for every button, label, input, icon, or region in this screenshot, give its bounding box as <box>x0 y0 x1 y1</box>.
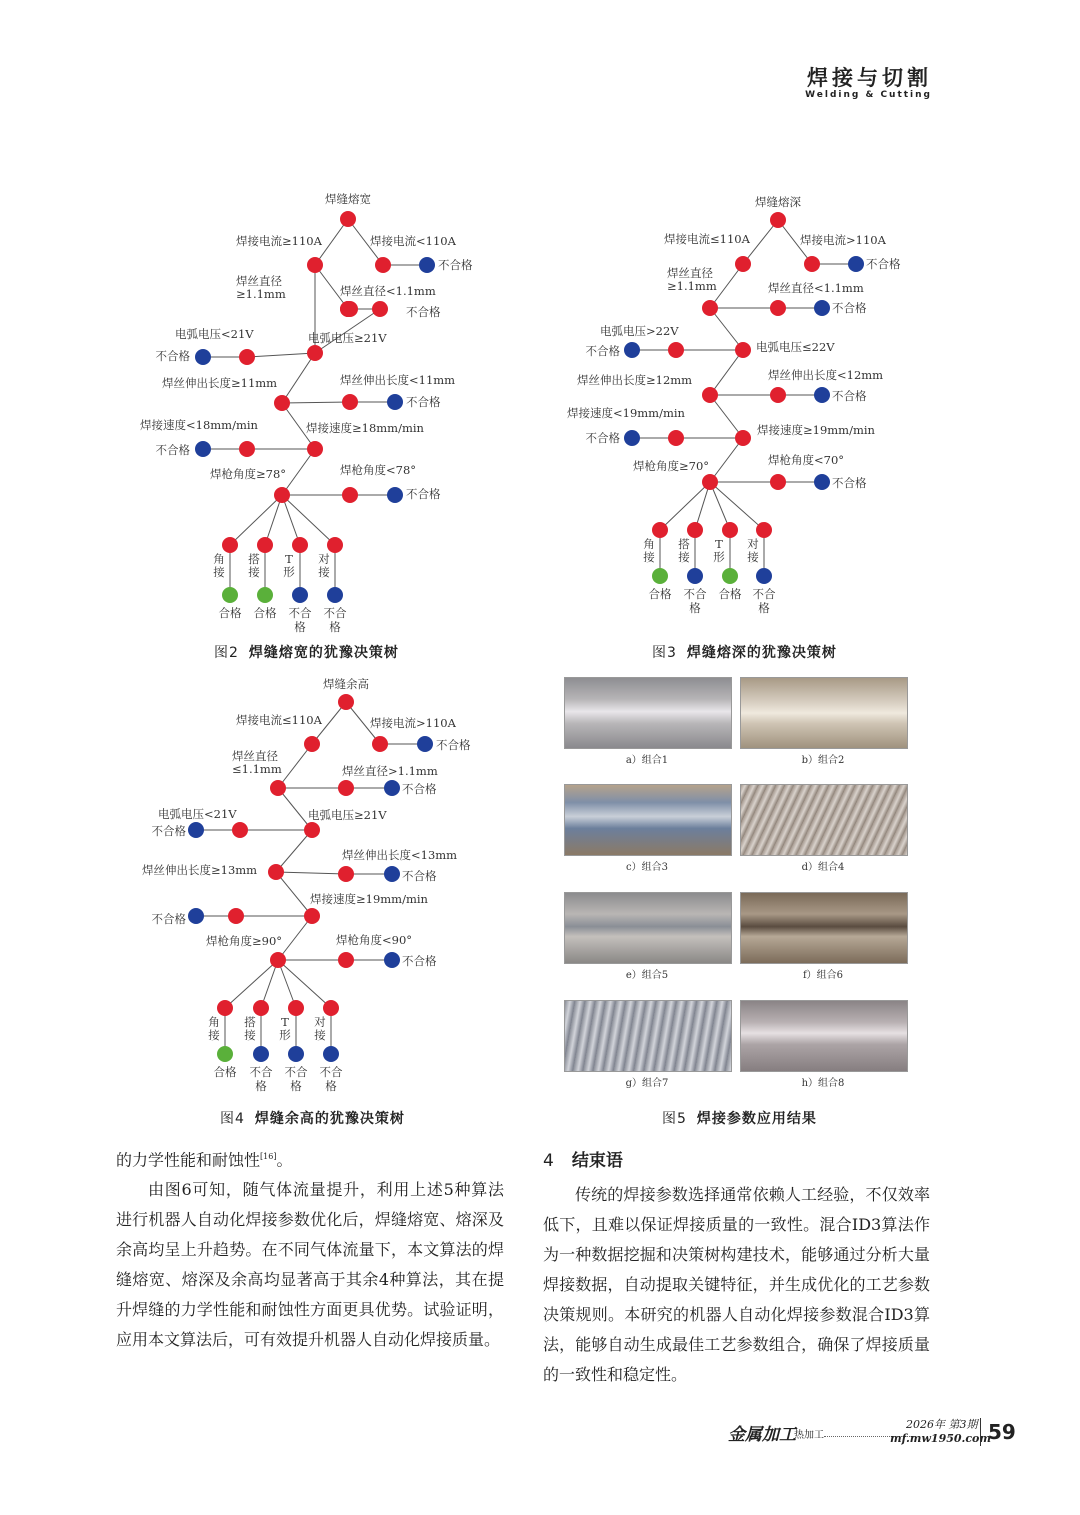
year-issue: 2026年 第3期 <box>906 1418 978 1431</box>
result-label: 不合 <box>249 1065 273 1079</box>
fail-node <box>687 568 703 584</box>
fail-node <box>387 487 403 503</box>
result-label: 格 <box>290 1079 302 1093</box>
tree-edge <box>710 482 764 530</box>
tree-label-root: 焊缝余高 <box>323 677 369 691</box>
decision-node <box>270 780 286 796</box>
result-label: 不合 <box>288 606 312 620</box>
tree-edge <box>282 449 315 495</box>
decision-node <box>338 866 354 882</box>
tree-edge <box>278 744 312 788</box>
decision-node <box>375 257 391 273</box>
result-label: 不合 <box>752 587 776 601</box>
tree-label-l4_left: 焊丝伸出长度≥13mm <box>142 863 258 877</box>
decision-node <box>239 441 255 457</box>
journal-subname: 热加工 <box>794 1430 824 1441</box>
decision-node <box>735 342 751 358</box>
fail-label: 不合格 <box>402 954 437 968</box>
result-label: 合格 <box>253 606 277 620</box>
body-right-column <box>543 1180 930 1390</box>
decision-node <box>304 908 320 924</box>
fail-label: 不合格 <box>406 487 441 501</box>
tree-edge <box>247 353 315 357</box>
decision-node <box>342 487 358 503</box>
tree-label-l4_right: 焊丝伸出长度<11mm <box>340 373 456 387</box>
result-label: 不合 <box>284 1065 308 1079</box>
paragraph-conclusion: 传统的焊接参数选择通常依赖人工经验，不仅效率低下，且难以保证焊接质量的一致性。混合ID3算法作为一种数据挖掘和决策树构建技术，能够通过分析大量焊接数据，自动提取关键特征，并生成优化的工艺参数决策规则。本研究的机器人自动化焊接参数混合ID3算法，能够自动生成最佳工艺参数组合，确保了焊接质量的一致性和稳定性。 <box>543 1185 930 1384</box>
fail-label: 不合格 <box>155 349 190 363</box>
tree-label-l3_right: 电弧电压≥21V <box>308 808 387 822</box>
tree-label-l3_right: 电弧电压≤22V <box>756 340 835 354</box>
fail-node <box>195 441 211 457</box>
result-label: 合格 <box>218 606 242 620</box>
decision-node <box>307 257 323 273</box>
decision-node <box>770 300 786 316</box>
decision-node <box>342 394 358 410</box>
decision-node <box>270 952 286 968</box>
decision-node <box>702 474 718 490</box>
tree-label-l3_right: 电弧电压≥21V <box>308 331 387 345</box>
pass-node <box>217 1046 233 1062</box>
reference-mark: [16] <box>260 1152 277 1161</box>
decision-node <box>274 395 290 411</box>
decision-node <box>342 301 358 317</box>
fail-node <box>756 568 772 584</box>
tree-edge <box>282 495 335 545</box>
tree-label-root: 焊缝熔深 <box>755 195 801 209</box>
tree-edge <box>710 395 743 438</box>
decision-node <box>228 908 244 924</box>
section-title: 结束语 <box>571 1151 623 1171</box>
photo-caption-1: a）组合1 <box>625 755 669 766</box>
result-label: 合格 <box>718 587 742 601</box>
decision-node <box>372 736 388 752</box>
leaf-node <box>687 522 703 538</box>
decision-node <box>668 342 684 358</box>
decision-node <box>770 387 786 403</box>
fail-node <box>188 822 204 838</box>
pass-node <box>722 568 738 584</box>
fail-node <box>387 394 403 410</box>
weld-photo-1 <box>564 677 732 749</box>
tree-edge <box>276 872 312 916</box>
leaf-label: 角接 <box>643 537 655 564</box>
tree-label-l4_right: 焊丝伸出长度<13mm <box>342 848 458 862</box>
result-label: 格 <box>758 601 770 615</box>
tree-edge <box>278 916 312 960</box>
tree-edge <box>282 353 315 403</box>
fail-label: 不合格 <box>402 869 437 883</box>
tree-label-l2_right: 焊丝直径<1.1mm <box>768 281 864 295</box>
section-heading <box>543 1146 623 1171</box>
result-label: 不合 <box>323 606 347 620</box>
tree-label-l1_right: 焊接电流>110A <box>800 233 886 247</box>
tree-label-l5_left: 焊接速度<19mm/min <box>567 406 685 420</box>
tree-label-l3_left: 电弧电压<21V <box>158 807 237 821</box>
tree-label-l1_right: 焊接电流>110A <box>370 716 456 730</box>
leaf-node <box>253 1000 269 1016</box>
tree-label-l6_left: 焊枪角度≥78° <box>210 467 287 481</box>
decision-node <box>307 441 323 457</box>
fail-label: 不合格 <box>402 782 437 796</box>
fail-label: 不合格 <box>436 738 471 752</box>
tree-label-l6_right: 焊枪角度<78° <box>340 463 417 477</box>
fail-node <box>384 780 400 796</box>
fail-node <box>188 908 204 924</box>
decision-node <box>735 256 751 272</box>
result-label: 格 <box>255 1079 267 1093</box>
fail-label: 不合格 <box>155 443 190 457</box>
figure-4-decision-tree <box>130 672 510 1102</box>
photo-caption-3: c）组合3 <box>626 862 668 873</box>
figure-2-caption: 图2 焊缝熔宽的犹豫决策树 <box>214 645 399 661</box>
tree-label-root: 焊缝熔宽 <box>325 192 371 206</box>
tree-label-l2_left_a: 焊丝直径 <box>667 266 713 280</box>
decision-node <box>274 487 290 503</box>
section-number: 4 <box>543 1151 554 1171</box>
tree-label-l3_left: 电弧电压>22V <box>600 324 679 338</box>
decision-node <box>770 474 786 490</box>
fail-label: 不合格 <box>406 305 441 319</box>
leaf-node <box>257 537 273 553</box>
decision-node <box>735 430 751 446</box>
tree-edge <box>276 830 312 872</box>
fail-node <box>323 1046 339 1062</box>
weld-photo-4 <box>740 784 908 856</box>
fail-node <box>384 952 400 968</box>
leaf-node <box>217 1000 233 1016</box>
figure-3-decision-tree <box>560 190 940 620</box>
photo-caption-7: g）组合7 <box>625 1078 669 1089</box>
tree-label-l2_left_a: 焊丝直径 <box>232 749 278 763</box>
figure-2-decision-tree <box>130 185 510 640</box>
header-title: 焊接与切割 <box>807 66 932 90</box>
body-left-column <box>116 1142 504 1355</box>
result-label: 不合 <box>683 587 707 601</box>
tree-edge <box>225 960 278 1008</box>
fail-node <box>253 1046 269 1062</box>
fail-node <box>848 256 864 272</box>
decision-node <box>340 211 356 227</box>
result-label: 格 <box>325 1079 337 1093</box>
fail-node <box>624 430 640 446</box>
result-label: 格 <box>329 620 341 634</box>
leaf-label: 搭接 <box>244 1015 256 1042</box>
tree-label-l1_left: 焊接电流≥110A <box>236 234 322 248</box>
tree-label-l5_right: 焊接速度≥19mm/min <box>310 892 428 906</box>
tree-label-l1_left: 焊接电流≤110A <box>664 232 750 246</box>
fail-node <box>814 474 830 490</box>
tree-label-l4_right: 焊丝伸出长度<12mm <box>768 368 884 382</box>
page-number: 59 <box>988 1420 1016 1444</box>
leaf-label: 搭接 <box>248 552 260 579</box>
fail-node <box>419 257 435 273</box>
photo-caption-5: e）组合5 <box>625 970 669 981</box>
leaf-node <box>288 1000 304 1016</box>
tree-label-l4_left: 焊丝伸出长度≥12mm <box>577 373 693 387</box>
photo-caption-4: d）组合4 <box>801 862 845 873</box>
leaf-node <box>222 537 238 553</box>
leaf-label: 对接 <box>314 1015 326 1042</box>
decision-node <box>239 349 255 365</box>
journal-name: 金属加工 <box>728 1425 796 1445</box>
tree-label-l6_right: 焊枪角度<90° <box>336 933 413 947</box>
decision-node <box>338 952 354 968</box>
tree-label-l6_left: 焊枪角度≥70° <box>633 459 710 473</box>
pass-node <box>222 587 238 603</box>
tree-edge <box>278 960 331 1008</box>
weld-photo-6 <box>740 892 908 964</box>
leaf-label: 搭接 <box>678 537 690 564</box>
fail-label: 不合格 <box>832 301 867 315</box>
leaf-label: 角接 <box>208 1015 220 1042</box>
figure-3-caption: 图3 焊缝熔深的犹豫决策树 <box>652 645 837 661</box>
decision-node <box>338 694 354 710</box>
tree-edge <box>278 788 312 830</box>
footer <box>728 1418 1018 1448</box>
tree-edge <box>710 308 743 350</box>
fail-node <box>292 587 308 603</box>
fail-node <box>417 736 433 752</box>
footer-divider <box>980 1418 981 1446</box>
fail-label: 不合格 <box>585 344 620 358</box>
paragraph-fig6: 由图6可知，随气体流量提升，利用上述5种算法进行机器人自动化焊接参数优化后，焊缝熔宽、熔深及余高均呈上升趋势。在不同气体流量下，本文算法的焊缝熔宽、熔深及余高均显著高于其余4种算法，其在提升焊缝的力学性能和耐蚀性方面更具优势。试验证明，应用本文算法后，可有效提升机器人自动化焊接质量。 <box>116 1180 504 1350</box>
leaf-label: 对接 <box>747 537 759 564</box>
journal-url: mf.mw1950.com <box>890 1432 992 1445</box>
decision-node <box>702 387 718 403</box>
pass-node <box>652 568 668 584</box>
tree-label-l3_left: 电弧电压<21V <box>175 327 254 341</box>
fail-label: 不合格 <box>832 389 867 403</box>
weld-photo-7 <box>564 1000 732 1072</box>
tree-label-l2_left_b: ≤1.1mm <box>232 762 282 776</box>
result-label: 格 <box>689 601 701 615</box>
decision-node <box>268 864 284 880</box>
tree-edge <box>282 402 350 403</box>
tree-label-l2_left_b: ≥1.1mm <box>236 287 286 301</box>
leaf-label: T 形 <box>279 1015 291 1042</box>
fail-label: 不合格 <box>406 395 441 409</box>
fail-node <box>814 387 830 403</box>
tree-label-l2_left_b: ≥1.1mm <box>667 279 717 293</box>
leaf-node <box>327 537 343 553</box>
decision-node <box>668 430 684 446</box>
result-label: 格 <box>294 620 306 634</box>
fail-node <box>327 587 343 603</box>
tree-label-l1_left: 焊接电流≤110A <box>236 713 322 727</box>
weld-photo-2 <box>740 677 908 749</box>
tree-label-l6_left: 焊枪角度≥90° <box>206 934 283 948</box>
fail-label: 不合格 <box>585 431 620 445</box>
leaf-label: T 形 <box>283 552 295 579</box>
decision-node <box>304 736 320 752</box>
decision-node <box>770 212 786 228</box>
fail-label: 不合格 <box>438 258 473 272</box>
tree-edge <box>276 872 346 874</box>
tree-edge <box>710 350 743 395</box>
result-label: 合格 <box>213 1065 237 1079</box>
leaf-label: 角接 <box>213 552 225 579</box>
decision-node <box>307 345 323 361</box>
decision-node <box>804 256 820 272</box>
decision-node <box>702 300 718 316</box>
leaf-label: 对接 <box>318 552 330 579</box>
weld-photo-8 <box>740 1000 908 1072</box>
fail-node <box>814 300 830 316</box>
decision-node <box>372 301 388 317</box>
fail-label: 不合格 <box>151 912 186 926</box>
fail-node <box>195 349 211 365</box>
weld-photo-3 <box>564 784 732 856</box>
tree-label-l4_left: 焊丝伸出长度≥11mm <box>162 376 278 390</box>
result-label: 不合 <box>319 1065 343 1079</box>
tree-edge <box>710 438 743 482</box>
tree-label-l6_right: 焊枪角度<70° <box>768 453 845 467</box>
weld-photo-5 <box>564 892 732 964</box>
decision-node <box>304 822 320 838</box>
leaf-node <box>652 522 668 538</box>
fail-node <box>384 866 400 882</box>
decision-node <box>232 822 248 838</box>
photo-caption-8: h）组合8 <box>801 1078 845 1089</box>
figure-4-caption: 图4 焊缝余高的犹豫决策树 <box>220 1111 405 1127</box>
leaf-node <box>756 522 772 538</box>
header-subtitle: Welding & Cutting <box>805 90 932 100</box>
tree-label-l5_right: 焊接速度≥19mm/min <box>757 423 875 437</box>
pass-node <box>257 587 273 603</box>
tree-edge <box>230 495 282 545</box>
paragraph-continuation: 的力学性能和耐蚀性[16]。 <box>116 1150 293 1170</box>
photo-caption-6: f）组合6 <box>802 970 844 981</box>
leaf-node <box>292 537 308 553</box>
fail-label: 不合格 <box>866 257 901 271</box>
leaf-node <box>323 1000 339 1016</box>
tree-label-l5_right: 焊接速度≥18mm/min <box>306 421 424 435</box>
tree-label-l2_right: 焊丝直径>1.1mm <box>342 764 438 778</box>
tree-label-l2_right: 焊丝直径<1.1mm <box>340 284 436 298</box>
leaf-label: T 形 <box>713 537 725 564</box>
figure-5-caption: 图5 焊接参数应用结果 <box>662 1111 817 1127</box>
tree-label-l2_left_a: 焊丝直径 <box>236 274 282 288</box>
fail-node <box>288 1046 304 1062</box>
tree-label-l1_right: 焊接电流<110A <box>370 234 456 248</box>
decision-node <box>338 780 354 796</box>
fail-node <box>624 342 640 358</box>
result-label: 合格 <box>648 587 672 601</box>
journal-header <box>805 62 932 100</box>
fail-label: 不合格 <box>832 476 867 490</box>
photo-caption-2: b）组合2 <box>801 755 845 766</box>
tree-label-l5_left: 焊接速度<18mm/min <box>140 418 258 432</box>
leaf-node <box>722 522 738 538</box>
fail-label: 不合格 <box>151 824 186 838</box>
